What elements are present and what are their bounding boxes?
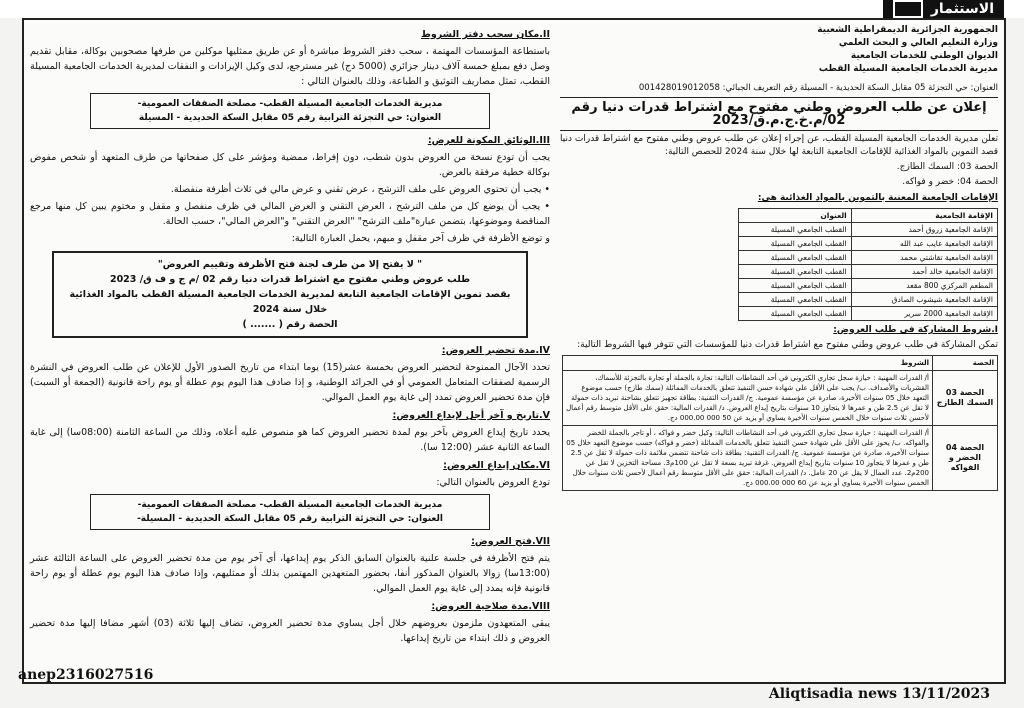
lot-3-row — [563, 371, 998, 426]
section-5-text: يحدد تاريخ إيداع العروض بآخر يوم لمدة تحضير العروض كما هو منصوص عليه أعلاه، وذلك من الساعة الثامنة (08:00سا) إلى غاية الساعة الثانية عشر (12:00 سا). — [30, 427, 551, 453]
header-directorate: مديرية الخدمات الجامعية المسيلة القطب — [818, 64, 998, 74]
lots-col-conditions: الشروط — [563, 356, 933, 371]
section-3-title: III.الوثائق المكونة للعرض: — [427, 135, 550, 146]
residence-address: القطب الجامعي المسيلة — [739, 223, 852, 237]
section-7-title: VII.فتح العروض: — [471, 536, 550, 547]
banner-logo-icon — [893, 0, 923, 18]
residence-name: الإقامة الجامعية عايب عبد الله — [851, 237, 997, 251]
section-2-title: II.مكان سحب دفتر الشروط — [421, 29, 550, 40]
envelope-label-line1: " لا يفتح إلا من طرف لجنة فتح الأظرفة وتقييم العروض" — [157, 259, 423, 270]
reference-line: العنوان: حي التجزئة 05 مقابل السكة الحديدية - المسيلة رقم التعريف الجبائي: 001428019012058 — [560, 80, 998, 98]
newspaper-banner — [883, 0, 1004, 18]
section-3-text: يجب أن تودع نسخة من العروض بدون شطب، دون إفراط، ممضية ومؤشر على كل صفحاتها من طرف المتعهد أو شخص مفوض بوكالة خطية مرفقة بالعرض. — [30, 152, 550, 178]
header-ministry: وزارة التعليم العالي و البحث العلمي — [838, 38, 998, 48]
residence-row — [739, 265, 998, 279]
residence-address: القطب الجامعي المسيلة — [739, 279, 852, 293]
residence-row — [739, 293, 998, 307]
residence-row — [739, 279, 998, 293]
section-1-text: تمكن المشاركة في طلب عروض وطني مفتوح مع اشتراط قدرات دنيا للمؤسسات التي تتوفر فيها الشروط التالية: — [577, 340, 998, 350]
intro-text: تعلن مديرية الخدمات الجامعية المسيلة القطب، عن إجراء إعلان عن طلب عروض وطني مفتوح مع اشتراط قدرات دنيا قصد التموين بالمواد الغذائية للإقامات الجامعية التابعة لها خلال سنة 2024 للحصص التالية: — [560, 134, 998, 157]
section-1-title: I.شروط المشاركة في طلب العروض: — [833, 325, 998, 335]
residence-row — [739, 223, 998, 237]
address-box-1 — [90, 93, 490, 129]
announcement-page — [22, 18, 1006, 684]
residence-name: الإقامة الجامعية شيشوب الصادق — [851, 293, 997, 307]
section-3-text-2: و توضع الأظرفة في ظرف آخر مقفل و مبهم، يحمل العبارة التالية: — [291, 233, 550, 244]
envelope-label-line4: الحصة رقم ( ....... ) — [242, 319, 338, 330]
residence-address: القطب الجامعي المسيلة — [739, 307, 852, 321]
residence-address: القطب الجامعي المسيلة — [739, 251, 852, 265]
header-republic: الجمهورية الجزائرية الديمقراطية الشعبية — [817, 25, 998, 35]
address-box-2 — [90, 494, 490, 530]
section-3-bullet-2: • يجب أن يوضع كل من ملف الترشح ، العرض التقني و العرض المالي في ظرف منفصل و مقفل و مختوم يبين كل منها مرجع المناقصة وموضوعها، بتضمن عبارة"ملف الترشح" "العرض التقني" و"العرض المالي"، حسب الحالة. — [30, 199, 550, 229]
left-column — [30, 24, 550, 676]
envelope-label-line2: طلب عروض وطني مفتوح مع اشتراط قدرات دنيا رقم 02 /م ج و ف ق/ 2023 — [109, 274, 471, 285]
lot-4-cell: الحصة 04 الخضر و الفواكه — [933, 426, 998, 491]
section-3-bullet-1: • يجب أن تحتوي العروض على ملف الترشح ، عرض تقني و عرض مالي في ثلاث أظرفة منفصلة. — [30, 182, 550, 197]
envelope-label-line3: بقصد تموين الإقامات الجامعية التابعة لمديرية الخدمات الجامعية المسيلة القطب بالمواد الغذائية خلال سنة 2024 — [69, 289, 511, 315]
ad-code: anep2316027516 — [18, 667, 154, 683]
lots-header-row — [563, 356, 998, 371]
section-2-text: باستطاعة المؤسسات المهتمة ، سحب دفتر الشروط مباشرة أو عن طريق ممثليها موكلين من طرفها مصحوبين بوكالة، مقابل تقديم وصل دفع بمبلغ خمسة آلاف دينار جزائري (5000 دج) غير مسترجع، لدى وكيل الإيرادات و النفقات لمديرية الخدمات الجامعية المسيلة القطب، تمثل مصاريف التوثيق و الطباعة، وذلك بالعنوان التالي : — [30, 46, 550, 87]
header-office: الديوان الوطني للخدمات الجامعية — [850, 51, 998, 61]
address-box-1-line2: العنوان: حي التجزئة الترابية رقم 05 مقابل السكة الحديدية - المسيلة — [138, 113, 442, 123]
section-8-text: يبقى المتعهدون ملزمون بعروضهم خلال أجل يساوي مدة تحضير العروض، تضاف إليها ثلاثة (03) أشهر مضافا إليها مدة تحضير العروض و ذلك ابتداء من تاريخ إيداعها. — [30, 618, 550, 644]
section-4-text: تحدد الآجال الممنوحة لتحضير العروض بخمسة عشر(15) يوما ابتداء من تاريخ الصدور الأول للإعلان عن طلب العروض في النشرة الرسمية لصفقات المتعامل العمومي أو في الجرائد الوطنية، و إذا صادف هذا اليوم يوم عطلة أو يوم راحة قانونية (الجمعة أو السبت) فإن مدة تحضير العروض تمدد إلى غاية يوم العمل الموالي. — [30, 362, 550, 403]
residence-name: الإقامة الجامعية زروق أحمد — [851, 223, 997, 237]
lot-3-conditions: أ/ القدرات المهنية : حيازة سجل تجاري الكتروني في أحد النشاطات التالية: تجارة بالجملة أو تجارة بالتجزئة للأسماك، القشريات والأصداف. ب/ يجب على الأقل على شهادة حسن التنفيذ تتعلق بالخدمات المماثلة (سمك طازج) حسب موضوع التعهد خلال 05 سنوات الأخيرة، صادرة عن مؤسسة عمومية. ج/ القدرات التقنية: بطاقة تجهيز تتعلق بشاحنة تبريد ذات حمولة لا تقل عن 2.5 طن و عمرها لا يتجاوز 10 سنوات بتاريخ إيداع العروض. د/ القدرات المالية: حقق على الأقل متوسط رقم أعمال لأحسن ثلاث سنوات خلال الخمس سنوات الأخيرة يساوي أو يزيد عن 50 000 000.00 دج. — [563, 371, 933, 426]
section-6-title: VI.مكان إيداع العروض: — [443, 460, 550, 471]
lot-4-conditions: أ/ القدرات المهنية : حيازة سجل تجاري الكتروني في أحد النشاطات التالية: وكيل خضر و فواكه ، أو تاجر بالجملة للخضر والفواكه. ب/ يحوز على الأقل على شهادة حسن التنفيذ تتعلق بالخدمات المماثلة (خضر و فواكه) حسب موضوع التعهد خلال 05 سنوات الأخيرة، صادرة عن مؤسسة عمومية. ج/ القدرات التقنية: بطاقة ذات شاحنة تتضمن ملائمة ذات حمولة لا تقل عن 2.5 طن و عمرها لا يتجاوز 10 سنوات بتاريخ إيداع العروض. غرفة تبريد بسعة لا تقل عن 100م3. مساحة التخزين لا تقل عن 200م2. عدد العمال لا يقل عن 20 عامل. د/ القدرات المالية: حقق على الأقل متوسط رقم أعمال لأحسن ثلاث سنوات خلال الخمس سنوات الأخيرة يساوي أو يزيد عن 60 000 000.00 دج. — [563, 426, 933, 491]
section-6-text: تودع العروض بالعنوان التالي: — [436, 477, 550, 488]
residence-address: القطب الجامعي المسيلة — [739, 237, 852, 251]
residence-name: المطعم المركزي 800 مقعد — [851, 279, 997, 293]
address-box-1-line1: مديرية الخدمات الجامعية المسيلة القطب- مصلحة الصفقات العمومية- — [137, 99, 443, 109]
residence-name: الإقامة الجامعية 2000 سرير — [851, 307, 997, 321]
residence-row — [739, 237, 998, 251]
section-8-title: VIII.مدة صلاحية العروض: — [431, 601, 550, 612]
banner-title: الاستثمار — [930, 1, 994, 17]
residence-address: القطب الجامعي المسيلة — [739, 293, 852, 307]
section-4-title: IV.مدة تحضير العروض: — [441, 345, 550, 356]
address-box-2-line1: مديرية الخدمات الجامعية المسيلة القطب- مصلحة الصفقات العمومية- — [137, 500, 443, 510]
residence-address: القطب الجامعي المسيلة — [739, 265, 852, 279]
envelope-label-box — [52, 251, 528, 338]
address-box-2-line2: العنوان: حي التجزئة الترابية رقم 05 مقابل السكة الحديدية - المسيلة- — [137, 514, 443, 524]
section-5-title: V.تاريخ و آخر أجل لإيداع العروض: — [392, 410, 550, 421]
right-column — [560, 24, 998, 676]
residence-row — [739, 307, 998, 321]
residence-name: الإقامة الجامعية تقاشتي محمد — [851, 251, 997, 265]
announcement-title: إعلان عن طلب العروض وطني مفتوح مع اشتراط قدرات دنيا رقم 02/م.خ.ج.م.ق/2023 — [560, 98, 998, 131]
lots-conditions-table — [562, 355, 998, 491]
lots-col-lot: الحصة — [933, 356, 998, 371]
source-date: Aliqtisadia news 13/11/2023 — [768, 686, 990, 702]
residences-header-row — [739, 209, 998, 223]
residences-table — [738, 208, 998, 321]
lot-4-row — [563, 426, 998, 491]
residence-name: الإقامة الجامعية خالد أحمد — [851, 265, 997, 279]
top-band — [0, 0, 1024, 18]
residences-col-name: الإقامة الجامعية — [851, 209, 997, 223]
residences-col-address: العنوان — [739, 209, 852, 223]
lot-3-cell: الحصة 03 السمك الطازج — [933, 371, 998, 426]
section-7-text: يتم فتح الأظرفة في جلسة علنية بالعنوان السابق الذكر يوم إيداعها، أي آخر يوم من مدة تحضير العروض على الساعة الثالثة عشر (13:00سا) زوالا بالعنوان المذكور أنفا، بحضور المتعهدين المهتمين بذلك أو ممثليهم، وإذا صادف هذا اليوم يوم عطلة أو يوم راحة قانونية فإنه يمدد إلى غاية يوم العمل الموالي. — [30, 553, 550, 594]
lot-4-line: الحصة 04: خضر و فواكه. — [902, 177, 998, 187]
lot-3-line: الحصة 03: السمك الطازج. — [896, 162, 998, 172]
residences-table-body — [739, 223, 998, 321]
residence-row — [739, 251, 998, 265]
residences-title: الإقامات الجامعية المعنية بالتموين بالمواد الغذائية هي: — [757, 193, 998, 203]
